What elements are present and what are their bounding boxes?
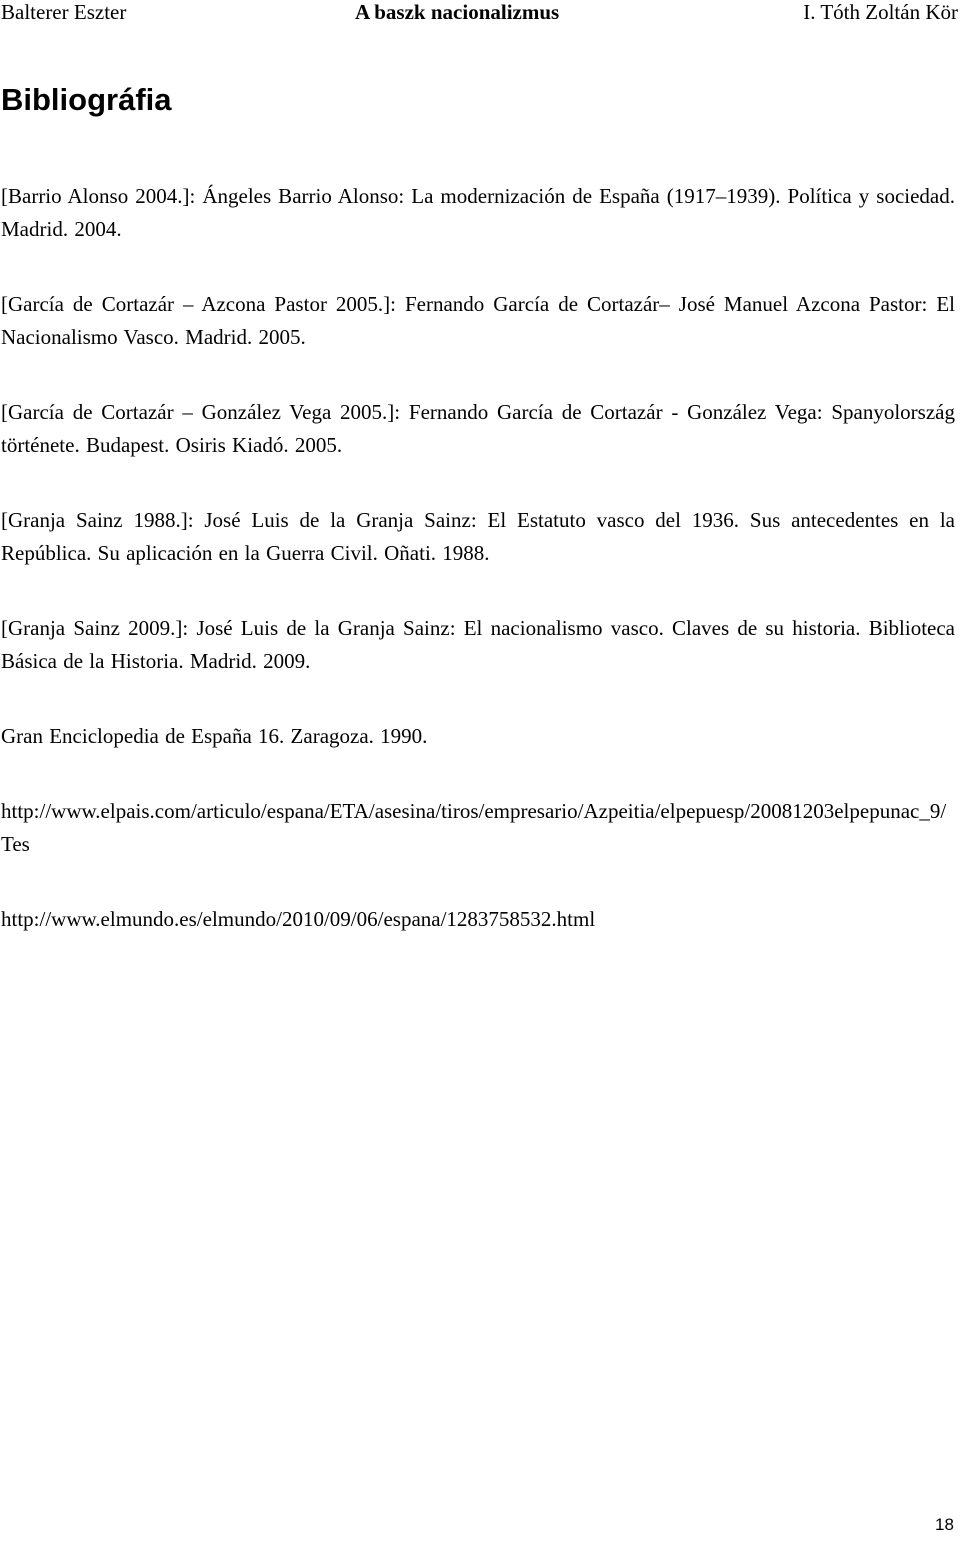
bibliography-entry: [García de Cortazár – González Vega 2005.]: Fernando García de Cortazár - González Vega: Spanyolország története. Budapest. Osiris Kiadó. 2005. [1,400,955,457]
bibliography-url-entry[interactable]: http://www.elmundo.es/elmundo/2010/09/06/espana/1283758532.html [1,907,596,931]
header-author: Balterer Eszter [1,0,127,24]
page-header [0,0,960,26]
section-title: Bibliográfia [1,82,172,117]
header-circle: I. Tóth Zoltán Kör [803,0,958,24]
bibliography-entry: Gran Enciclopedia de España 16. Zaragoza. 1990. [1,724,428,748]
bibliography-url-entry[interactable]: http://www.elpais.com/articulo/espana/ETA/asesina/tiros/empresario/Azpeitia/elpepuesp/20081203elpepunac_9/Tes [1,799,947,856]
header-title: A baszk nacionalizmus [355,0,560,24]
bibliography-entry: [Granja Sainz 1988.]: José Luis de la Granja Sainz: El Estatuto vasco del 1936. Sus antecedentes en la República. Su aplicación en la Guerra Civil. Oñati. 1988. [1,508,955,565]
page-number: 18 [935,1515,954,1534]
bibliography-entry: [García de Cortazár – Azcona Pastor 2005.]: Fernando García de Cortazár– José Manuel Azcona Pastor: El Nacionalismo Vasco. Madrid. 2005. [1,292,955,349]
bibliography-list [1,180,955,978]
bibliography-entry: [Barrio Alonso 2004.]: Ángeles Barrio Alonso: La modernización de España (1917–1939). Política y sociedad. Madrid. 2004. [1,184,955,241]
bibliography-entry: [Granja Sainz 2009.]: José Luis de la Granja Sainz: El nacionalismo vasco. Claves de su historia. Biblioteca Básica de la Historia. Madrid. 2009. [1,616,955,673]
